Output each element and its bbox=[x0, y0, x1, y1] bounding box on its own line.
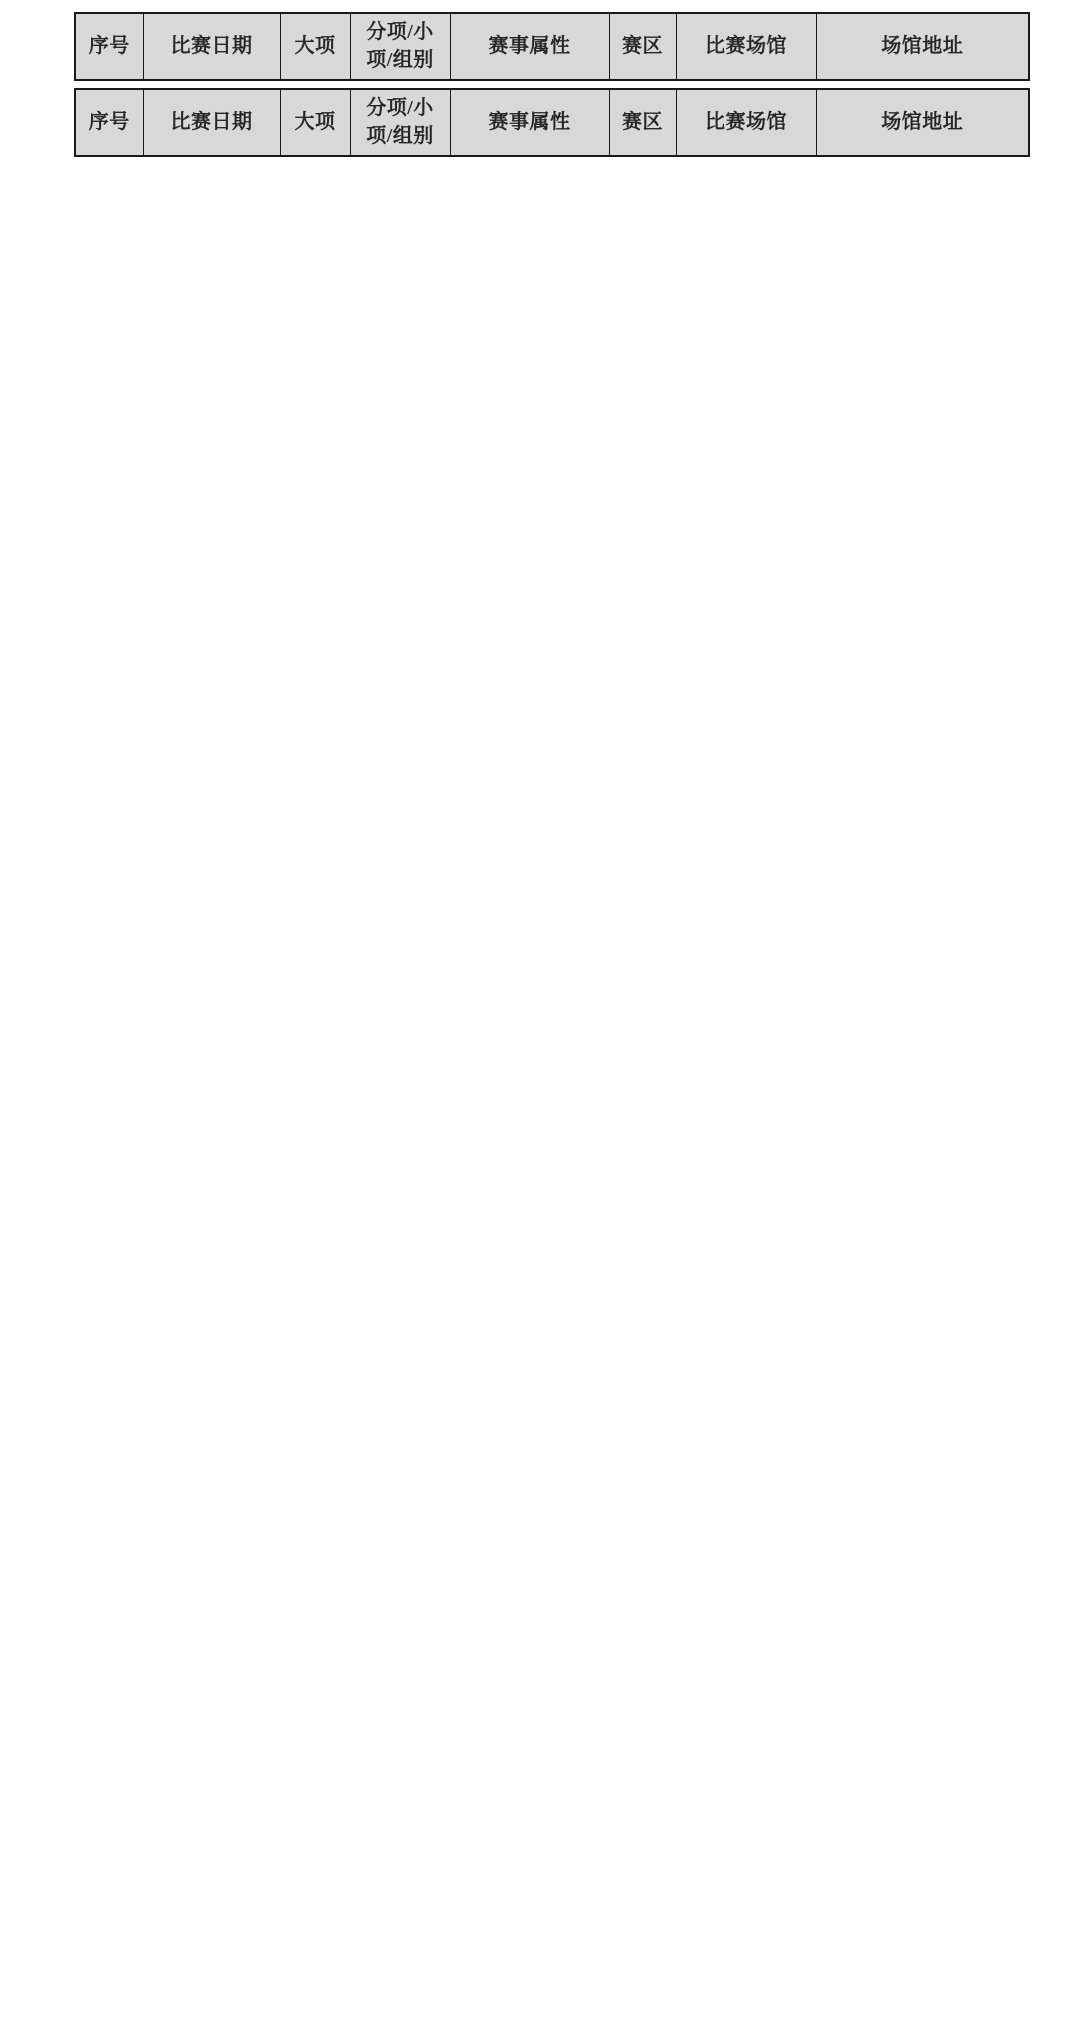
column-header: 场馆地址 bbox=[816, 89, 1029, 156]
competition-schedule-table bbox=[74, 12, 1030, 81]
column-header: 序号 bbox=[75, 13, 143, 80]
column-header: 赛区 bbox=[609, 13, 676, 80]
column-header: 赛事属性 bbox=[450, 13, 609, 80]
header-row bbox=[75, 13, 1029, 80]
column-header: 分项/小项/组别 bbox=[350, 89, 450, 156]
column-header: 比赛场馆 bbox=[676, 13, 816, 80]
column-header: 比赛日期 bbox=[143, 13, 280, 80]
column-header: 大项 bbox=[280, 89, 350, 156]
competition-schedule-table bbox=[74, 88, 1030, 157]
header-row bbox=[75, 89, 1029, 156]
column-header: 赛事属性 bbox=[450, 89, 609, 156]
column-header: 大项 bbox=[280, 13, 350, 80]
column-header: 分项/小项/组别 bbox=[350, 13, 450, 80]
column-header: 场馆地址 bbox=[816, 13, 1029, 80]
competition-schedule bbox=[74, 12, 1080, 157]
column-header: 赛区 bbox=[609, 89, 676, 156]
column-header: 序号 bbox=[75, 89, 143, 156]
column-header: 比赛日期 bbox=[143, 89, 280, 156]
column-header: 比赛场馆 bbox=[676, 89, 816, 156]
